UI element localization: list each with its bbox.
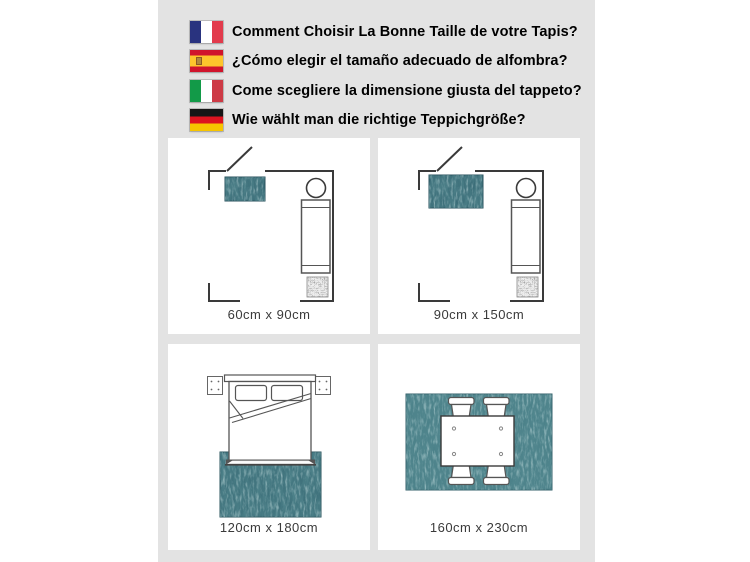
floor-plan-drawing [378, 138, 580, 334]
france-flag-icon [190, 21, 223, 43]
panel-rug-60x90 [168, 138, 370, 334]
italy-flag-icon [190, 80, 223, 102]
gray-canvas [158, 0, 595, 562]
daybed [512, 200, 541, 273]
nightstand-right [316, 377, 331, 395]
header-title-spanish: ¿Cómo elegir el tamaño adecuado de alfombra? [232, 53, 568, 70]
dining-table [441, 416, 514, 466]
potted-plant [307, 277, 328, 297]
panel-rug-160x230 [378, 344, 580, 550]
door-swing-line [437, 147, 462, 171]
header-row-german [158, 106, 595, 136]
header-row-french [158, 17, 595, 47]
header-row-spanish [158, 47, 595, 77]
nightstand-left [208, 377, 223, 395]
spain-crest-icon [196, 57, 202, 65]
floor-plan-drawing [168, 138, 370, 334]
germany-flag-icon [190, 109, 223, 131]
rug-size-label: 160cm x 230cm [429, 520, 529, 535]
rug-swatch [429, 175, 483, 208]
potted-plant [517, 277, 538, 297]
door-swing-line [227, 147, 252, 171]
side-table-circle [517, 179, 536, 198]
bed-foot [225, 460, 316, 465]
spain-flag-icon [190, 50, 223, 72]
rug-size-label: 90cm x 150cm [433, 307, 525, 322]
header-titles [158, 17, 595, 135]
panel-rug-90x150 [378, 138, 580, 334]
header-title-italian: Come scegliere la dimensione giusta del tappeto? [232, 82, 582, 99]
rug-swatch [225, 177, 265, 201]
header-title-french: Comment Choisir La Bonne Taille de votre Tapis? [232, 23, 578, 40]
header-title-german: Wie wählt man die richtige Teppichgröße? [232, 112, 526, 129]
panel-rug-120x180 [168, 344, 370, 550]
header-row-italian [158, 76, 595, 106]
daybed [302, 200, 331, 273]
rug-size-label: 120cm x 180cm [219, 520, 319, 535]
headboard [225, 375, 316, 382]
side-table-circle [307, 179, 326, 198]
rug-size-label: 60cm x 90cm [227, 307, 311, 322]
